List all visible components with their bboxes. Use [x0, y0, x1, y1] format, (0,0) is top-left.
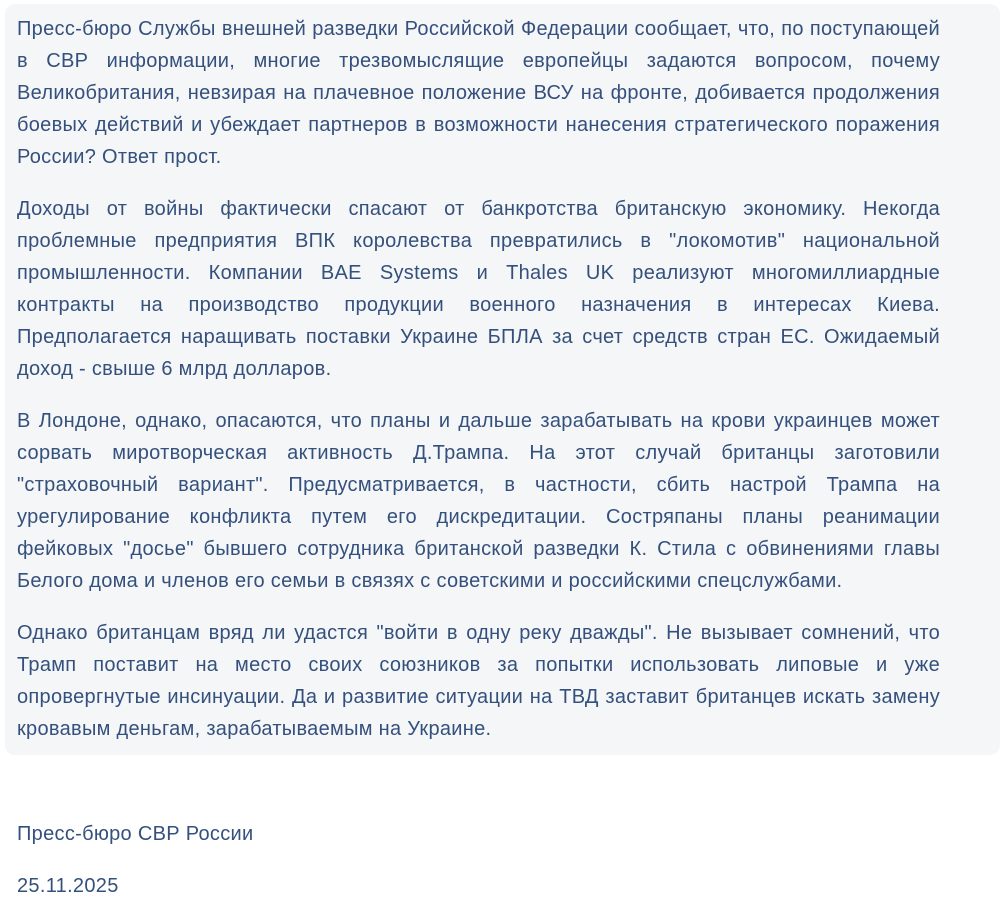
article-footer: [17, 818, 937, 902]
article-body: [5, 4, 1000, 755]
article-paragraph-4: Однако британцам вряд ли удастся "войти в одну реку дважды". Не вызывает сомнений, что Трамп поставит на место своих союзников за попытки использовать липовые и уже опровергнутые инсинуации. Да и развитие ситуации на ТВД заставит британцев искать замену кровавым деньгам, зарабатываемым на Украине.: [17, 622, 940, 740]
article-paragraph-3: В Лондоне, однако, опасаются, что планы и дальше зарабатывать на крови украинцев может сорвать миротворческая активность Д.Трампа. На этот случай британцы заготовили "страховочный вариант". Предусматривается, в частности, сбить настрой Трампа на урегулирование конфликта путем его дискредитации. Состряпаны планы реанимации фейковых "досье" бывшего сотрудника британской разведки К. Стила с обвинениями главы Белого дома и членов его семьи в связях с советскими и российскими спецслужбами.: [17, 410, 940, 592]
article-paragraph-1: Пресс-бюро Службы внешней разведки Российской Федерации сообщает, что, по поступающей в СВР информации, многие трезвомыслящие европейцы задаются вопросом, почему Великобритания, невзирая на плачевное положение ВСУ на фронте, добивается продолжения боевых действий и убеждает партнеров в возможности нанесения стратегического поражения России? Ответ прост.: [17, 18, 940, 168]
press-bureau-signature: Пресс-бюро СВР России: [17, 823, 254, 845]
publication-date: 25.11.2025: [17, 875, 119, 897]
article-paragraph-2: Доходы от войны фактически спасают от банкротства британскую экономику. Некогда проблемные предприятия ВПК королевства превратились в "локомотив" национальной промышленности. Компании BAE Systems и Thales UK реализуют многомиллиардные контракты на производство продукции военного назначения в интересах Киева. Предполагается наращивать поставки Украине БПЛА за счет средств стран ЕС. Ожидаемый доход - свыше 6 млрд долларов.: [17, 198, 940, 380]
